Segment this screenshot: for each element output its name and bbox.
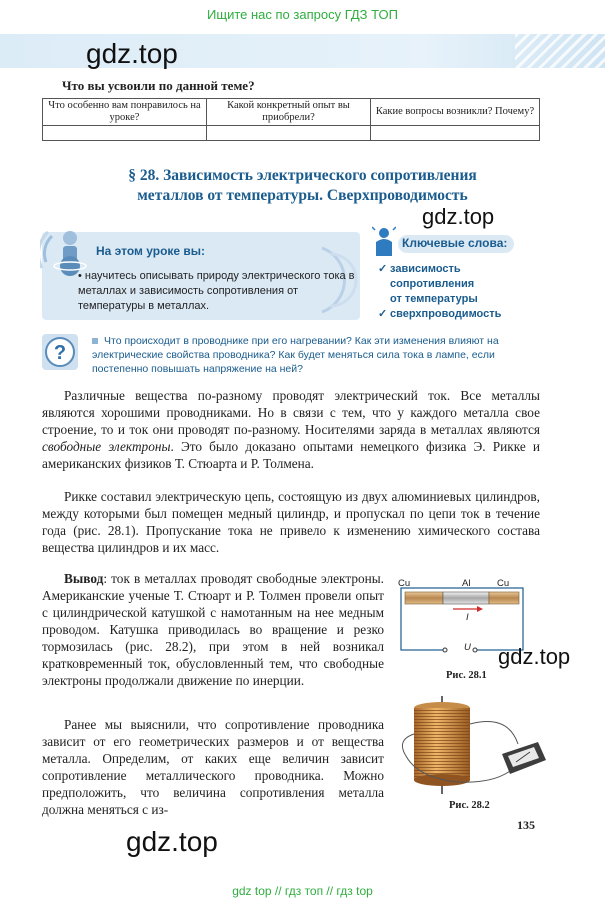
- survey-table: [42, 98, 540, 141]
- survey-col2: Какой конкретный опыт вы приобрели?: [207, 99, 371, 126]
- survey-col1: Что особенно вам понравилось на уроке?: [43, 99, 207, 126]
- check-icon: ✓: [378, 308, 388, 320]
- watermark-bottom: gdz.top: [126, 826, 218, 857]
- lesson-item-text: научитесь описывать природу электрического тока в металлах и зависимость сопротивления от температуры в металлах.: [78, 270, 355, 312]
- survey-title: Что вы усвоили по данной теме?: [62, 78, 255, 93]
- question-mark-icon: [42, 334, 78, 370]
- page-number: 135: [517, 818, 535, 832]
- section-title-line2: металлов от температуры. Сверхпроводимость: [137, 187, 468, 204]
- survey-col3: Какие вопросы возникли? Почему?: [371, 99, 540, 126]
- paragraph-2: Рикке составил электрическую цепь, состоящую из двух алюминиевых цилиндров, между которыми был помещен медный цилиндр, и пропускал по цепи ток в течение года (рис. 28.1). Пропускание тока не привело к изменению химического состава вещества цилиндров и их масс.: [42, 489, 540, 555]
- paragraph-1: Различные вещества по-разному проводят электрический ток. Все металлы являются хорошими проводниками. Но в связи с тем, что у каждого металла свое строение, то и ток они проводят по-разному. Носителями заряда в металлах являются свободные электроны. Это было доказано опытами немецкого физика Э. Рикке и американских физиков Т. Стюарта и Р. Толмена.: [42, 388, 540, 471]
- watermark-right: gdz.top: [498, 644, 571, 669]
- table-row: [43, 99, 540, 126]
- fig1-label-current: I: [466, 612, 469, 623]
- survey-cell: [371, 126, 540, 141]
- top-banner[interactable]: Ищите нас по запросу ГДЗ ТОП: [207, 7, 398, 22]
- keyword-item: ✓ сверхпроводимость: [378, 308, 502, 320]
- emphasis-free-electrons: свободные электроны: [42, 439, 171, 454]
- header-stripes: [515, 34, 605, 68]
- survey-cell: [207, 126, 371, 141]
- keyword-item: ✓ зависимость: [378, 263, 461, 275]
- paragraph-4: Ранее мы выяснили, что сопротивление проводника зависит от его геометрических размеров и от вещества металла. Определим, от каких еще величин зависит сопротивление металлического проводника. Можно предположить, что величина сопротивления металла должна меняться с из-: [42, 717, 384, 817]
- fig2-caption: Рис. 28.2: [449, 800, 490, 811]
- conclusion-label: Вывод: [64, 571, 104, 586]
- section-title-line1: § 28. Зависимость электрического сопротивления: [128, 167, 477, 184]
- svg-text:?: ?: [53, 342, 67, 364]
- table-row: [43, 126, 540, 141]
- footer-links[interactable]: gdz top // гдз топ // гдз top: [232, 884, 373, 898]
- fig1-label-cu-left: Cu: [398, 578, 411, 589]
- fig1-label-al: Al: [462, 578, 471, 589]
- lesson-questions: [92, 334, 552, 376]
- fig1-label-cu-right: Cu: [497, 578, 510, 589]
- keywords-heading: Ключевые слова:: [402, 236, 508, 250]
- fig1-caption: Рис. 28.1: [446, 670, 487, 681]
- watermark-top: gdz.top: [86, 38, 178, 69]
- lesson-item: [78, 269, 358, 314]
- paragraph-3: Вывод: ток в металлах проводят свободные электроны. Американские ученые Т. Стюарт и Р. Толмен провели опыт с цилиндрической катушкой с намотанным на нее медным проводом. Катушка приводилась во вращение и резко тормозилась (рис. 28.2), при этом в ней возникал кратковременный ток, обусловленный тем, что свободные электроны продолжали движение по инерции.: [42, 571, 384, 688]
- keywords-list: [378, 262, 501, 322]
- section-title: [40, 166, 565, 206]
- lesson-heading: На этом уроке вы:: [96, 244, 206, 258]
- keyword-item-cont: от температуры: [390, 293, 478, 305]
- bullet-icon: •: [78, 270, 85, 282]
- watermark-mid: gdz.top: [422, 204, 495, 229]
- figure-28-2-coil: [398, 694, 548, 798]
- survey-cell: [43, 126, 207, 141]
- lesson-questions-text: Что происходит в проводнике при его нагревании? Как эти изменения влияют на электрические свойства проводника? Как будет меняться сила тока в лампе, если постепенно повышать напряжение на ней?: [92, 335, 499, 375]
- square-bullet-icon: [92, 338, 98, 344]
- keywords-person-icon: [372, 226, 396, 258]
- fig1-label-voltage: U: [464, 642, 471, 653]
- check-icon: ✓: [378, 263, 388, 275]
- keyword-item-cont: сопротивления: [390, 278, 475, 290]
